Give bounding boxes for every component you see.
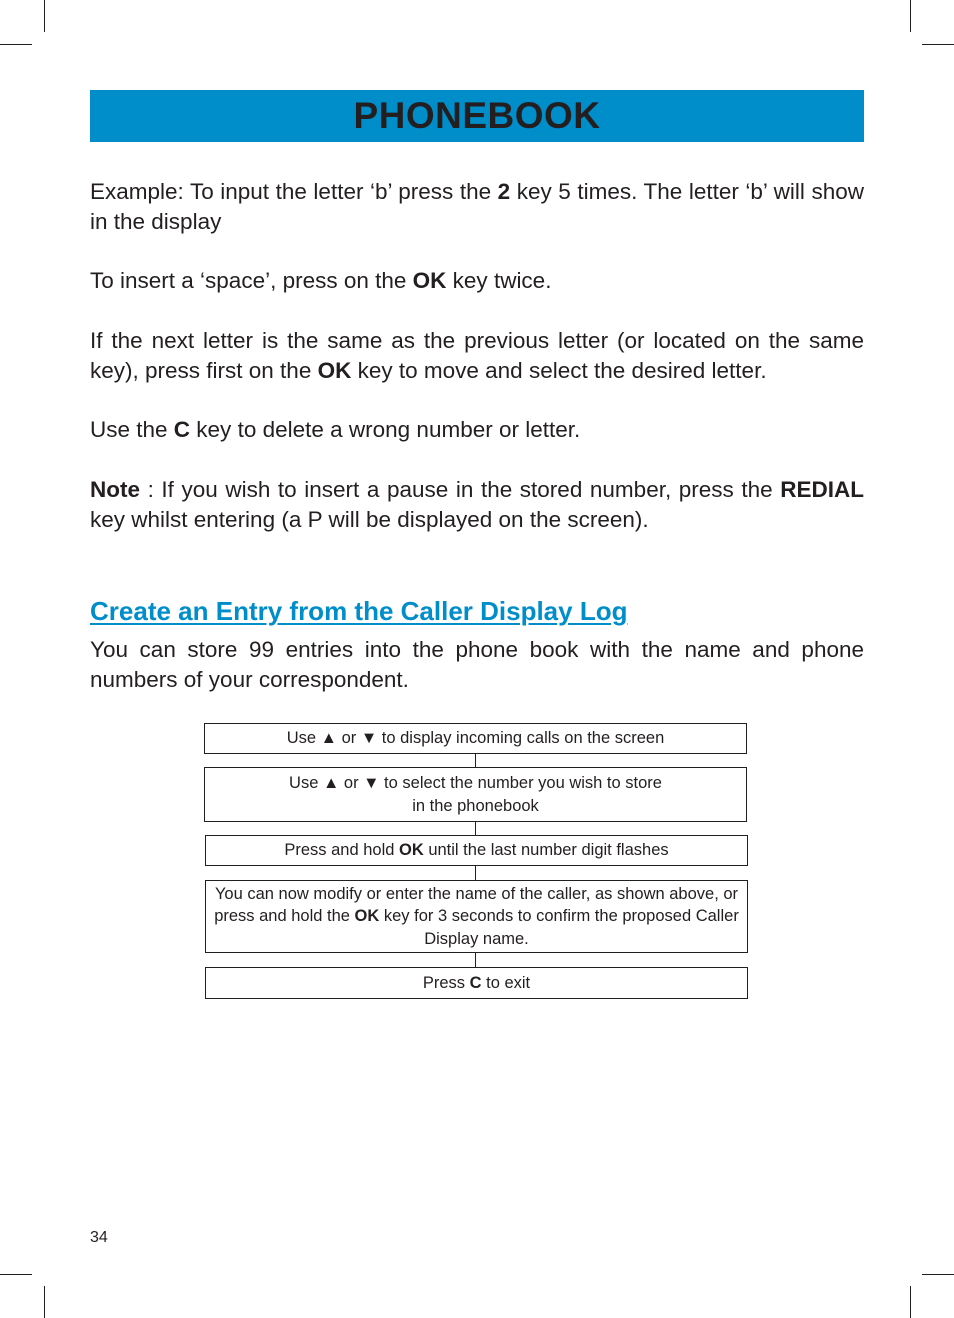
- section-heading: Create an Entry from the Caller Display Log: [90, 596, 628, 626]
- crop-mark: [44, 0, 45, 32]
- flowchart: [204, 723, 749, 999]
- paragraph-same-letter: If the next letter is the same as the previous letter (or located on the same key), press first on the OK key to move and select the desired letter.: [90, 328, 864, 383]
- crop-mark: [44, 1286, 45, 1318]
- flow-step-3: Press and hold OK until the last number digit flashes: [205, 835, 748, 866]
- page-title: PHONEBOOK: [353, 95, 601, 136]
- flow-step-2: Use ▲ or ▼ to select the number you wish to store in the phonebook: [204, 767, 747, 822]
- crop-mark: [922, 44, 954, 45]
- flow-step-1: Use ▲ or ▼ to display incoming calls on the screen: [204, 723, 747, 754]
- flow-connector: [475, 754, 476, 767]
- flow-connector: [475, 866, 476, 880]
- flow-connector: [475, 953, 476, 967]
- crop-mark: [922, 1274, 954, 1275]
- title-banner: [90, 90, 864, 142]
- paragraph-delete: Use the C key to delete a wrong number or letter.: [90, 417, 581, 442]
- page-number: 34: [90, 1229, 108, 1246]
- flow-step-4: You can now modify or enter the name of the caller, as shown above, or press and hold the OK key for 3 seconds to confirm the proposed Caller Display name.: [205, 880, 748, 953]
- paragraph-space: To insert a ‘space’, press on the OK key twice.: [90, 268, 552, 293]
- paragraph-example: Example: To input the letter ‘b’ press the 2 key 5 times. The letter ‘b’ will show in the display: [90, 179, 864, 234]
- paragraph-note: Note : If you wish to insert a pause in the stored number, press the REDIAL key whilst entering (a P will be displayed on the screen).: [90, 477, 864, 532]
- crop-mark: [0, 44, 32, 45]
- crop-mark: [910, 0, 911, 32]
- flow-step-5: Press C to exit: [205, 967, 748, 999]
- flow-connector: [475, 822, 476, 835]
- crop-mark: [0, 1274, 32, 1275]
- section-intro: You can store 99 entries into the phone book with the name and phone numbers of your correspondent.: [90, 637, 864, 692]
- crop-mark: [910, 1286, 911, 1318]
